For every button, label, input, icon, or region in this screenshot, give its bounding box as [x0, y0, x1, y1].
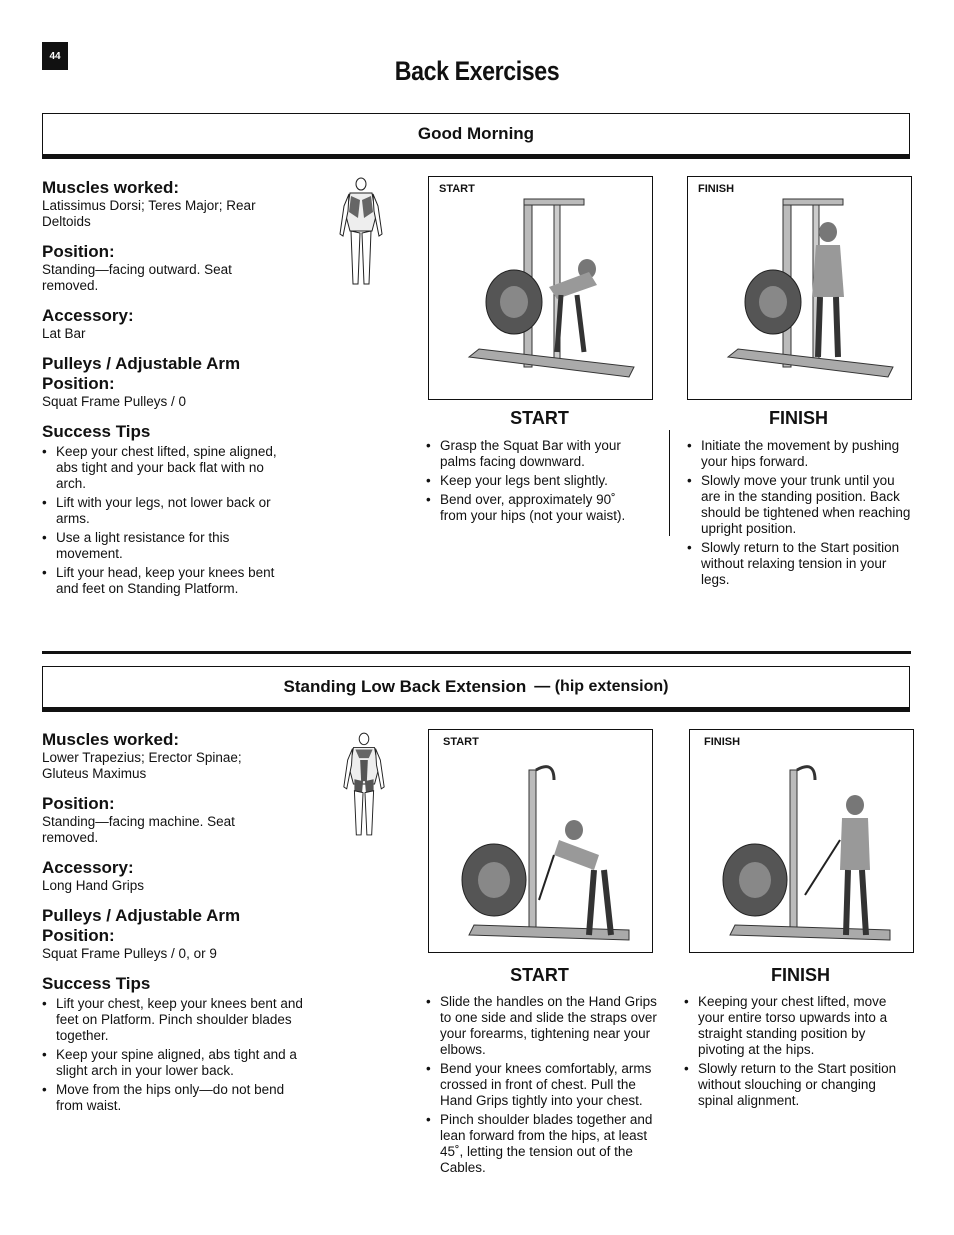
finish-photo: [687, 176, 912, 400]
list-item: • Lift your head, keep your knees bent and feet on Standing Platform.: [42, 565, 294, 597]
position-label: Position:: [42, 242, 115, 261]
tips-list: [42, 996, 304, 1114]
list-item: • Keep your chest lifted, spine aligned, abs tight and your back flat with no arch.: [42, 444, 294, 492]
machine-illustration: [429, 177, 652, 399]
list-item: • Grasp the Squat Bar with your palms facing downward.: [426, 438, 641, 470]
accessory-text: Lat Bar: [42, 326, 86, 341]
list-item: • Slowly move your trunk until you are in the standing position. Back should be tightened when reaching upright position.: [687, 473, 913, 537]
column-divider: [669, 430, 670, 536]
start-steps: [426, 438, 641, 527]
machine-illustration: [429, 730, 652, 952]
position-label: Position:: [42, 794, 115, 813]
photo-tag: FINISH: [698, 183, 735, 195]
list-item: • Slide the handles on the Hand Grips to one side and slide the straps over your forearms, tightening near your elbows.: [426, 994, 666, 1058]
page-number: 44: [42, 42, 68, 70]
finish-steps: [684, 994, 910, 1112]
list-item: • Slowly return to the Start position without slouching or changing spinal alignment.: [684, 1061, 910, 1109]
start-steps: [426, 994, 666, 1179]
photo-tag: START: [443, 736, 479, 748]
pulleys-text: Squat Frame Pulleys / 0, or 9: [42, 946, 217, 961]
start-heading: START: [510, 965, 569, 985]
finish-steps: [687, 438, 913, 591]
start-photo: [428, 729, 653, 953]
section-subtitle: — (hip extension): [534, 678, 669, 695]
accessory-label: Accessory:: [42, 858, 134, 877]
list-item: • Bend your knees comfortably, arms crossed in front of chest. Pull the Hand Grips tightly into your chest.: [426, 1061, 666, 1109]
list-item: • Bend over, approximately 90˚ from your hips (not your waist).: [426, 492, 641, 524]
section-divider: [42, 651, 911, 654]
section-title: Good Morning: [417, 124, 535, 143]
start-photo: [428, 176, 653, 400]
list-item: • Move from the hips only—do not bend from waist.: [42, 1082, 304, 1114]
pulleys-text: Squat Frame Pulleys / 0: [42, 394, 187, 409]
anatomy-figure-back: [336, 176, 386, 288]
list-item: • Lift your chest, keep your knees bent and feet on Platform. Pinch shoulder blades together.: [42, 996, 304, 1044]
tips-label: Success Tips: [42, 974, 151, 993]
muscles-label: Muscles worked:: [42, 730, 179, 749]
accessory-label: Accessory:: [42, 306, 134, 325]
list-item: • Initiate the movement by pushing your hips forward.: [687, 438, 913, 470]
list-item: • Keep your legs bent slightly.: [426, 473, 641, 489]
machine-illustration: [690, 730, 913, 952]
exercise-info: [42, 178, 312, 600]
position-text: Standing—facing machine. Seat removed.: [42, 814, 235, 845]
finish-heading: FINISH: [770, 965, 830, 985]
section-title: Standing Low Back Extension: [283, 677, 527, 696]
pulleys-label: Pulleys / Adjustable Arm Position:: [42, 906, 241, 945]
anatomy-figure-back: [340, 730, 388, 840]
tips-list: [42, 444, 294, 597]
page-title: Back Exercises: [394, 56, 560, 86]
list-item: • Pinch shoulder blades together and lean forward from the hips, at least 45˚, letting the tension out of the Cables.: [426, 1112, 666, 1176]
list-item: • Keeping your chest lifted, move your entire torso upwards into a straight standing position by pivoting at the hips.: [684, 994, 910, 1058]
finish-heading: FINISH: [768, 408, 828, 428]
start-heading: START: [510, 408, 569, 428]
machine-illustration: [688, 177, 911, 399]
position-text: Standing—facing outward. Seat removed.: [42, 262, 232, 293]
section-header-low-back-extension: [42, 666, 910, 712]
list-item: • Use a light resistance for this movement.: [42, 530, 294, 562]
photo-tag: START: [439, 183, 475, 195]
section-header-good-morning: [42, 113, 910, 159]
list-item: • Lift with your legs, not lower back or arms.: [42, 495, 294, 527]
tips-label: Success Tips: [42, 422, 151, 441]
exercise-info: [42, 730, 312, 1117]
muscles-label: Muscles worked:: [42, 178, 179, 197]
list-item: • Keep your spine aligned, abs tight and a slight arch in your lower back.: [42, 1047, 304, 1079]
muscles-text: Lower Trapezius; Erector Spinae; Gluteus Maximus: [42, 750, 242, 781]
finish-photo: [689, 729, 914, 953]
pulleys-label: Pulleys / Adjustable Arm Position:: [42, 354, 241, 393]
list-item: • Slowly return to the Start position without relaxing tension in your legs.: [687, 540, 913, 588]
muscles-text: Latissimus Dorsi; Teres Major; Rear Deltoids: [42, 198, 256, 229]
accessory-text: Long Hand Grips: [42, 878, 145, 893]
photo-tag: FINISH: [704, 736, 741, 748]
